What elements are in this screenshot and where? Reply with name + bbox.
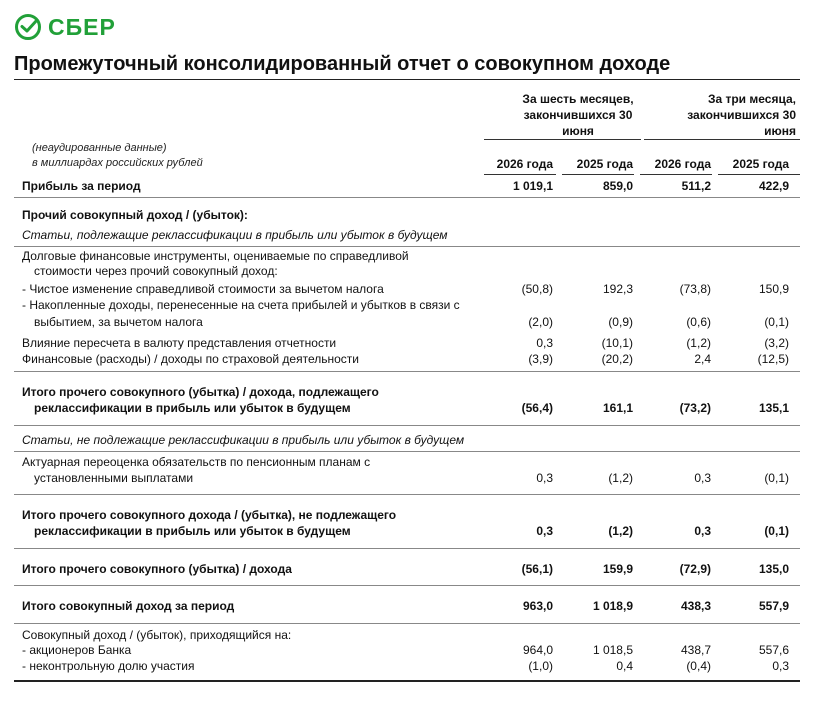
cell-value: 0,3 [536,471,553,485]
row-label: установленными выплатами [34,471,194,485]
row-label: Итого прочего совокупного дохода / (убытка), не подлежащего [22,508,397,522]
row-label: Влияние пересчета в валюту представления отчетности [22,336,337,350]
cell-value: 557,9 [758,599,789,613]
row-label: выбытием, за вычетом налога [34,315,203,329]
cell-value: (1,2) [686,336,711,350]
cell-value: 0,3 [772,659,789,673]
cell-value: 557,6 [758,643,789,657]
cell-value: 0,3 [694,524,711,538]
cell-value: (72,9) [679,562,711,576]
sber-logo-icon [14,13,42,41]
row-label: Совокупный доход / (убыток), приходящийся на: [22,628,292,642]
cell-value: (73,8) [679,282,711,296]
units-note: в миллиардах российских рублей [32,157,203,169]
year-divider [718,174,800,175]
cell-value: (0,9) [608,315,633,329]
header-divider [484,139,641,140]
row-label: - акционеров Банка [22,643,132,657]
cell-value: (12,5) [757,352,789,366]
row-label: Итого прочего совокупного (убытка) / дохода [22,562,292,576]
cell-value: 0,3 [536,524,553,538]
row-divider [14,451,800,452]
row-label: Статьи, не подлежащие реклассификации в прибыль или убыток в будущем [22,433,465,447]
row-label: Итого прочего совокупного (убытка) / дохода, подлежащего [22,385,379,399]
year-divider [562,174,634,175]
row-label: реклассификации в прибыль или убыток в будущем [34,401,351,415]
cell-value: 0,3 [536,336,553,350]
cell-value: 150,9 [758,282,789,296]
top-rule [14,79,800,80]
row-divider [14,371,800,372]
row-label: - неконтрольную долю участия [22,659,195,673]
row-label: реклассификации в прибыль или убыток в будущем [34,524,351,538]
cell-value: 964,0 [522,643,553,657]
cell-value: (20,2) [601,352,633,366]
cell-value: (0,1) [764,524,789,538]
period-three-months-header: За три месяца, закончившихся 30 июня [687,92,796,138]
row-divider [14,585,800,586]
cell-value: (1,2) [608,471,633,485]
cell-value: 192,3 [602,282,633,296]
row-label: Прочий совокупный доход / (убыток): [22,208,248,222]
year-header: 2026 года [496,157,553,171]
cell-value: 438,7 [680,643,711,657]
cell-value: 511,2 [681,179,711,193]
year-divider [484,174,556,175]
cell-value: 1 019,1 [512,179,553,193]
year-header: 2026 года [654,157,711,171]
cell-value: (0,4) [686,659,711,673]
year-header: 2025 года [576,157,633,171]
cell-value: 0,4 [616,659,633,673]
row-divider [14,197,800,198]
header-divider [644,139,800,140]
cell-value: (0,6) [686,315,711,329]
year-header: 2025 года [732,157,789,171]
cell-value: 2,4 [694,352,711,366]
cell-value: 1 018,5 [592,643,633,657]
period-six-months-header: За шесть месяцев, закончившихся 30 июня [522,92,634,138]
row-label: Прибыль за период [22,179,141,193]
row-label: - Накопленные доходы, перенесенные на счета прибылей и убытков в связи с [22,298,460,312]
cell-value: 159,9 [602,562,633,576]
row-label: Долговые финансовые инструменты, оцениваемые по справедливой [22,249,409,263]
cell-value: 1 018,9 [592,599,633,613]
cell-value: (1,0) [528,659,553,673]
cell-value: (2,0) [528,315,553,329]
year-divider [640,174,712,175]
cell-value: (3,2) [764,336,789,350]
cell-value: 438,3 [680,599,711,613]
cell-value: 135,1 [758,401,789,415]
cell-value: (73,2) [679,401,711,415]
cell-value: 422,9 [758,179,789,193]
page-title: Промежуточный консолидированный отчет о совокупном доходе [14,53,671,75]
cell-value: 135,0 [758,562,789,576]
row-label: Статьи, подлежащие реклассификации в прибыль или убыток в будущем [22,228,448,242]
row-label: Финансовые (расходы) / доходы по страховой деятельности [22,352,359,366]
brand-logo [14,12,116,42]
brand-name: СБЕР [48,13,116,40]
cell-value: (56,4) [521,401,553,415]
cell-value: 859,0 [602,179,633,193]
row-label: Актуарная переоценка обязательств по пенсионным планам с [22,455,371,469]
row-divider [14,494,800,495]
cell-value: 963,0 [522,599,553,613]
row-divider [14,548,800,549]
cell-value: (56,1) [521,562,553,576]
bottom-rule [14,680,800,682]
cell-value: (1,2) [608,524,633,538]
cell-value: (50,8) [521,282,553,296]
cell-value: 161,1 [602,401,633,415]
cell-value: (0,1) [764,315,789,329]
row-divider [14,425,800,426]
unaudited-note: (неаудированные данные) [32,142,167,154]
row-label: - Чистое изменение справедливой стоимости за вычетом налога [22,282,384,296]
row-divider [14,623,800,624]
row-divider [14,246,800,247]
cell-value: (0,1) [764,471,789,485]
row-label: стоимости через прочий совокупный доход: [34,264,278,278]
row-label: Итого совокупный доход за период [22,599,235,613]
cell-value: (10,1) [601,336,633,350]
cell-value: (3,9) [528,352,553,366]
cell-value: 0,3 [694,471,711,485]
